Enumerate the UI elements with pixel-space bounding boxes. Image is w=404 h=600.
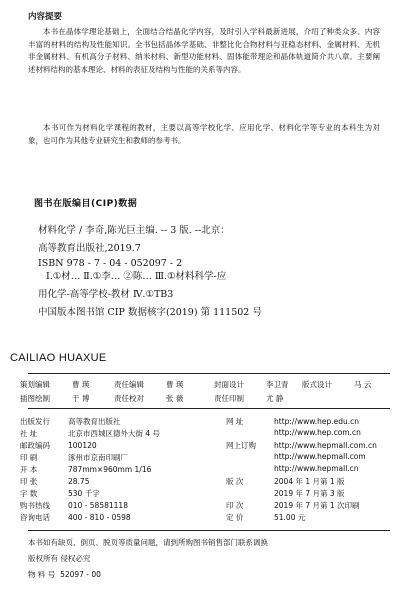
pub-item: 网 址 http://www.hep.edu.cn <box>226 417 359 426</box>
summary-paragraph: 本书可作为材料化学课程的教材，主要以高等学校化学、应用化学、材料化学等专业的本科生为对象，也可作为其他专业研究生和教师的参考书。 <box>28 123 380 145</box>
pub-item: 2019 年 7 月第 3 版 <box>274 489 345 498</box>
pub-item: http://www.hepmall.cn <box>274 464 359 473</box>
pub-item: 印 次 2019 年 7 月第 1 次印刷 <box>226 501 360 510</box>
staff-item: 策划编辑 曹 瑛 <box>20 380 90 389</box>
pub-item: 定 价 51.00 元 <box>226 513 306 522</box>
pub-item: http://www.hepmall.com <box>274 452 366 461</box>
material-number: 物 料 号 52097 - 00 <box>28 570 101 579</box>
pinyin-title: CAILIAO HUAXUE <box>10 352 107 364</box>
divider <box>28 408 390 409</box>
pub-item: 印 张 28.75 <box>20 477 90 486</box>
pub-item: 邮政编码 100120 <box>20 441 97 450</box>
staff-item: 责任编辑 曹 瑛 <box>114 380 184 389</box>
pub-item: 咨询电话 400 - 810 - 0598 <box>20 513 131 522</box>
pub-item: 版 次 2004 年 1 月第 1 版 <box>226 477 345 486</box>
staff-item: 版式设计 马 云 <box>302 380 372 389</box>
summary-title: 内容提要 <box>28 12 63 22</box>
cip-record-number: 中国版本图书馆 CIP 数据核字(2019) 第 111502 号 <box>38 307 262 318</box>
pub-item: 开 本 787mm×960mm 1/16 <box>20 465 152 474</box>
summary-paragraph: 本书在晶体学理论基础上，全面结合结晶化学内容，及时引入学科最新进展，介绍了种类众多、内容丰富的材料的结构及性能知识。全书包括晶体学基础、非整比化合物材料与亚稳态材料、金属材料、无机非金属材料、有机高分子材料、纳米材料、新型功能材料、固体能带理论和晶体轨道简介共八章。主要阐述材料结构的基本理论、材料的表征及结构与性能的关系等内容。 <box>28 27 380 74</box>
pub-item: 字 数 530 千字 <box>20 489 100 498</box>
pub-item: 社 址 北京市西城区德外大街 4 号 <box>20 429 161 438</box>
divider <box>28 530 390 531</box>
pub-item: 购书热线 010 - 58581118 <box>20 501 128 510</box>
pub-item: 出版发行 高等教育出版社 <box>20 417 121 426</box>
rights-notice: 版权所有 侵权必究 <box>28 554 91 563</box>
cip-line: 高等教育出版社,2019.7 <box>38 243 141 254</box>
staff-item: 插图绘制 于 博 <box>20 394 90 403</box>
staff-item: 责任校对 张 薇 <box>114 394 184 403</box>
divider <box>28 373 390 374</box>
staff-item: 封面设计 李卫青 <box>214 380 289 389</box>
staff-item: 责任印制 尤 静 <box>214 394 284 403</box>
quality-notice: 本书如有缺页、倒页、脱页等质量问题，请到所购图书销售部门联系调换 <box>28 538 268 547</box>
cip-line: 材料化学 / 李奇,陈光巨主编. -- 3 版. --北京： <box>38 225 230 236</box>
pub-item: 印 刷 涿州市京南印刷厂 <box>20 453 128 462</box>
pub-item: http://www.hep.com.cn <box>274 428 361 437</box>
pub-item: 网上订购 http://www.hepmall.com.cn <box>226 441 377 450</box>
cip-line: 用化学-高等学校-教材 Ⅳ.①TB3 <box>38 289 174 300</box>
cip-line: ISBN 978 - 7 - 04 - 052097 - 2 <box>38 258 183 269</box>
cip-line: Ⅰ.①材… Ⅱ.①李… ②陈… Ⅲ.①材料科学-应 <box>46 271 227 282</box>
cip-title: 图书在版编目(CIP)数据 <box>34 199 138 209</box>
